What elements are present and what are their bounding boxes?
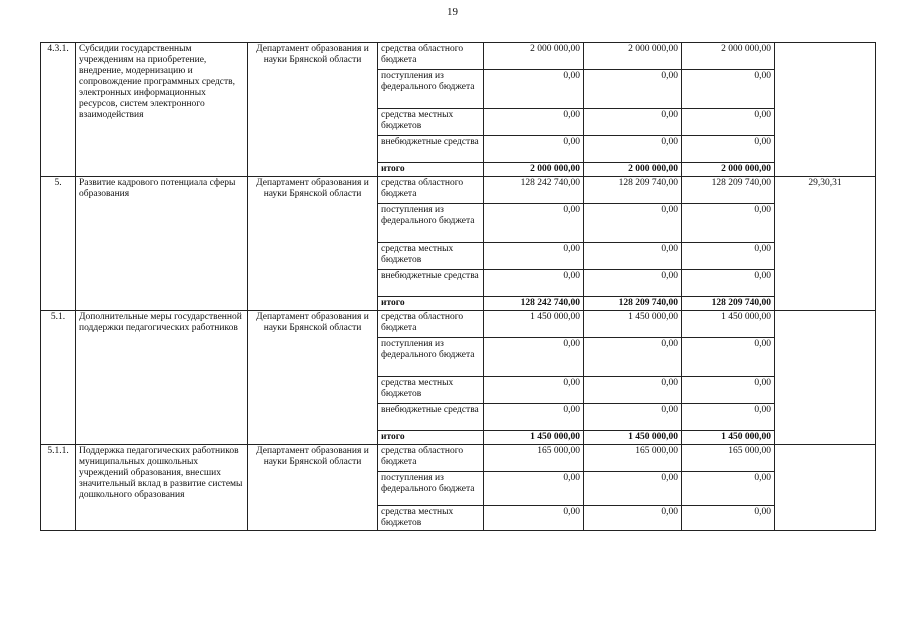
budget-table bbox=[40, 42, 876, 531]
funding-source: поступления из федерального бюджета bbox=[378, 338, 484, 377]
funding-source: средства областного бюджета bbox=[378, 177, 484, 204]
total-year-1: 2 000 000,00 bbox=[484, 163, 584, 177]
total-year-2: 128 209 740,00 bbox=[584, 297, 682, 311]
total-year-3: 2 000 000,00 bbox=[682, 163, 775, 177]
table-row bbox=[41, 445, 876, 472]
amount-year-2: 0,00 bbox=[584, 506, 682, 531]
amount-year-3: 0,00 bbox=[682, 204, 775, 243]
total-year-2: 2 000 000,00 bbox=[584, 163, 682, 177]
row-code: 5. bbox=[41, 177, 76, 311]
funding-source: поступления из федерального бюджета bbox=[378, 204, 484, 243]
amount-year-2: 0,00 bbox=[584, 377, 682, 404]
amount-year-1: 0,00 bbox=[484, 204, 584, 243]
funding-source: внебюджетные средства bbox=[378, 270, 484, 297]
amount-year-1: 2 000 000,00 bbox=[484, 43, 584, 70]
amount-year-3: 0,00 bbox=[682, 506, 775, 531]
funding-source: средства местных бюджетов bbox=[378, 243, 484, 270]
row-code: 4.3.1. bbox=[41, 43, 76, 177]
responsible-department: Департамент образования и науки Брянской области bbox=[248, 43, 378, 177]
funding-source: средства местных бюджетов bbox=[378, 109, 484, 136]
amount-year-2: 0,00 bbox=[584, 136, 682, 163]
funding-source: поступления из федерального бюджета bbox=[378, 70, 484, 109]
amount-year-2: 128 209 740,00 bbox=[584, 177, 682, 204]
amount-year-2: 0,00 bbox=[584, 70, 682, 109]
measure-name: Субсидии государственным учреждениям на приобретение, внедрение, модернизацию и сопровождение программных средств, электронных информационных ресурсов, систем электронного взаимодействия bbox=[76, 43, 248, 177]
total-year-1: 1 450 000,00 bbox=[484, 431, 584, 445]
funding-source: поступления из федерального бюджета bbox=[378, 472, 484, 506]
total-year-3: 1 450 000,00 bbox=[682, 431, 775, 445]
amount-year-1: 0,00 bbox=[484, 506, 584, 531]
amount-year-3: 0,00 bbox=[682, 243, 775, 270]
table-row bbox=[41, 43, 876, 70]
amount-year-1: 1 450 000,00 bbox=[484, 311, 584, 338]
amount-year-3: 0,00 bbox=[682, 377, 775, 404]
amount-year-3: 0,00 bbox=[682, 109, 775, 136]
amount-year-2: 1 450 000,00 bbox=[584, 311, 682, 338]
amount-year-2: 0,00 bbox=[584, 338, 682, 377]
measure-name: Развитие кадрового потенциала сферы образования bbox=[76, 177, 248, 311]
amount-year-3: 128 209 740,00 bbox=[682, 177, 775, 204]
measure-name: Поддержка педагогических работников муниципальных дошкольных учреждений образования, внесших значительный вклад в развитие системы дошкольного образования bbox=[76, 445, 248, 531]
table-row bbox=[41, 311, 876, 338]
amount-year-1: 0,00 bbox=[484, 109, 584, 136]
amount-year-1: 0,00 bbox=[484, 136, 584, 163]
total-label: итого bbox=[378, 163, 484, 177]
amount-year-2: 0,00 bbox=[584, 472, 682, 506]
amount-year-1: 0,00 bbox=[484, 377, 584, 404]
responsible-department: Департамент образования и науки Брянской области bbox=[248, 177, 378, 311]
amount-year-1: 0,00 bbox=[484, 404, 584, 431]
indicator-numbers bbox=[775, 445, 876, 531]
total-year-3: 128 209 740,00 bbox=[682, 297, 775, 311]
amount-year-3: 0,00 bbox=[682, 404, 775, 431]
amount-year-2: 0,00 bbox=[584, 243, 682, 270]
table-row bbox=[41, 177, 876, 204]
amount-year-1: 0,00 bbox=[484, 70, 584, 109]
total-label: итого bbox=[378, 297, 484, 311]
table-body bbox=[41, 43, 876, 531]
amount-year-2: 0,00 bbox=[584, 404, 682, 431]
indicator-numbers bbox=[775, 43, 876, 177]
amount-year-2: 165 000,00 bbox=[584, 445, 682, 472]
amount-year-2: 0,00 bbox=[584, 204, 682, 243]
amount-year-3: 165 000,00 bbox=[682, 445, 775, 472]
funding-source: средства местных бюджетов bbox=[378, 377, 484, 404]
measure-name: Дополнительные меры государственной поддержки педагогических работников bbox=[76, 311, 248, 445]
row-code: 5.1. bbox=[41, 311, 76, 445]
amount-year-1: 0,00 bbox=[484, 472, 584, 506]
funding-source: средства областного бюджета bbox=[378, 445, 484, 472]
funding-source: средства местных бюджетов bbox=[378, 506, 484, 531]
amount-year-3: 0,00 bbox=[682, 338, 775, 377]
amount-year-2: 0,00 bbox=[584, 270, 682, 297]
indicator-numbers: 29,30,31 bbox=[775, 177, 876, 311]
amount-year-1: 0,00 bbox=[484, 338, 584, 377]
amount-year-3: 0,00 bbox=[682, 270, 775, 297]
funding-source: внебюджетные средства bbox=[378, 136, 484, 163]
amount-year-3: 0,00 bbox=[682, 472, 775, 506]
total-label: итого bbox=[378, 431, 484, 445]
total-year-1: 128 242 740,00 bbox=[484, 297, 584, 311]
amount-year-1: 165 000,00 bbox=[484, 445, 584, 472]
responsible-department: Департамент образования и науки Брянской области bbox=[248, 445, 378, 531]
funding-source: внебюджетные средства bbox=[378, 404, 484, 431]
amount-year-3: 1 450 000,00 bbox=[682, 311, 775, 338]
amount-year-1: 0,00 bbox=[484, 243, 584, 270]
funding-source: средства областного бюджета bbox=[378, 43, 484, 70]
responsible-department: Департамент образования и науки Брянской области bbox=[248, 311, 378, 445]
amount-year-2: 0,00 bbox=[584, 109, 682, 136]
row-code: 5.1.1. bbox=[41, 445, 76, 531]
indicator-numbers bbox=[775, 311, 876, 445]
amount-year-3: 2 000 000,00 bbox=[682, 43, 775, 70]
amount-year-1: 128 242 740,00 bbox=[484, 177, 584, 204]
total-year-2: 1 450 000,00 bbox=[584, 431, 682, 445]
amount-year-3: 0,00 bbox=[682, 70, 775, 109]
funding-source: средства областного бюджета bbox=[378, 311, 484, 338]
amount-year-1: 0,00 bbox=[484, 270, 584, 297]
page-number: 19 bbox=[447, 6, 458, 18]
amount-year-3: 0,00 bbox=[682, 136, 775, 163]
amount-year-2: 2 000 000,00 bbox=[584, 43, 682, 70]
